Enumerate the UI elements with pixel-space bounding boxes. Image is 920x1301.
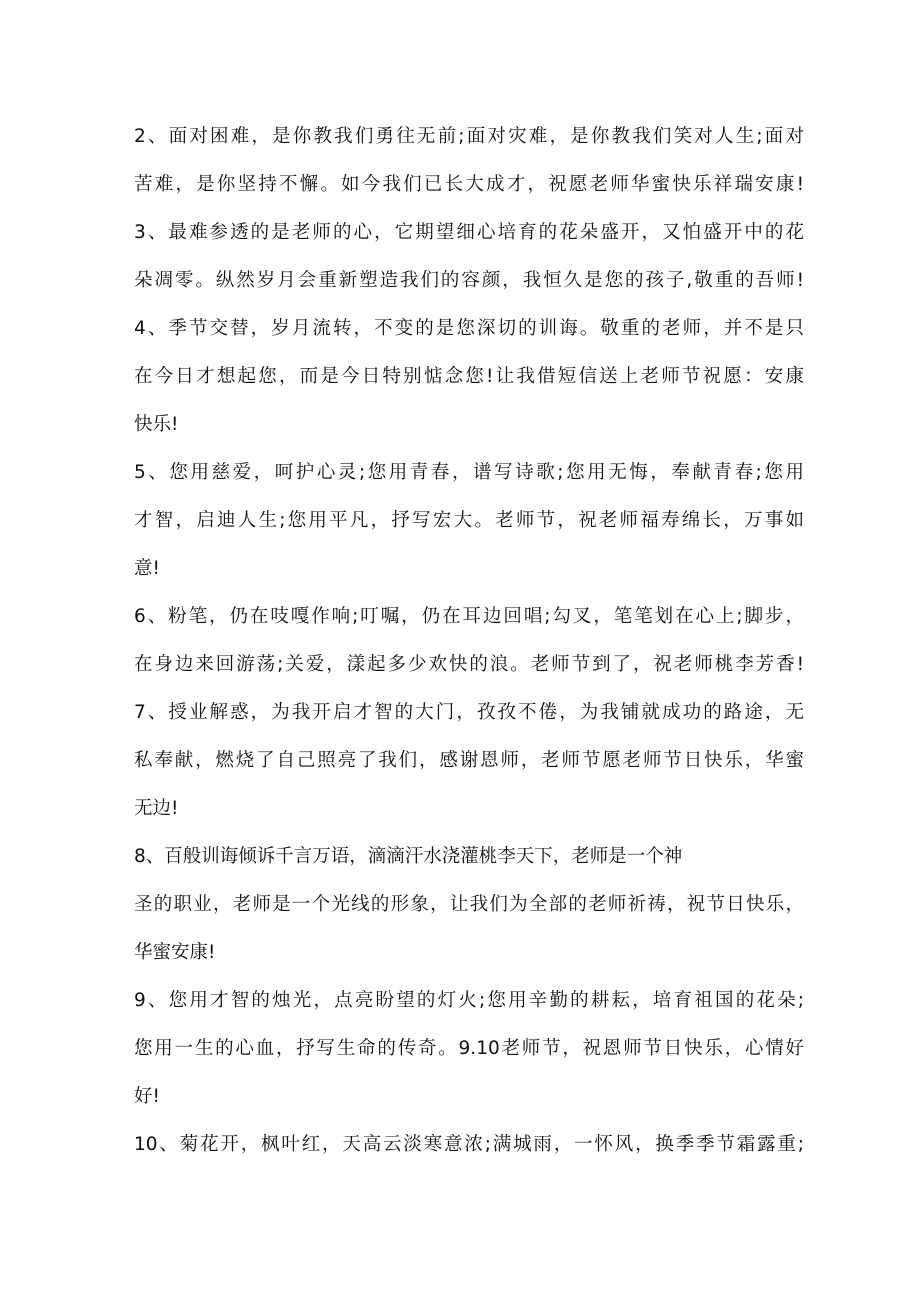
text-line: 9、您用才智的烛光，点亮盼望的灯火;您用辛勤的耕耘，培育祖国的花朵;: [134, 990, 804, 1011]
text-line: 在今日才想起您，而是今日特别惦念您!让我借短信送上老师节祝愿：安康: [134, 366, 804, 387]
text-line: 5、您用慈爱，呵护心灵;您用青春，谱写诗歌;您用无悔，奉献青春;您用: [134, 462, 804, 483]
text-line: 才智，启迪人生;您用平凡，抒写宏大。老师节，祝老师福寿绵长，万事如: [134, 510, 804, 531]
text-line: 意!: [134, 558, 160, 579]
text-line: 圣的职业，老师是一个光线的形象，让我们为全部的老师祈祷，祝节日快乐，: [134, 894, 804, 915]
text-line: 您用一生的心血，抒写生命的传奇。9.10老师节，祝恩师节日快乐，心情好: [134, 1038, 804, 1059]
text-line: 4、季节交替，岁月流转，不变的是您深切的训诲。敬重的老师，并不是只: [134, 318, 804, 339]
text-line: 3、最难参透的是老师的心，它期望细心培育的花朵盛开，又怕盛开中的花: [134, 222, 804, 243]
text-line: 苦难，是你坚持不懈。如今我们已长大成才，祝愿老师华蜜快乐祥瑞安康!: [134, 174, 804, 195]
text-line: 快乐!: [134, 414, 179, 435]
text-line: 无边!: [134, 798, 179, 819]
text-line: 华蜜安康!: [134, 942, 216, 963]
text-line: 6、粉笔，仍在吱嘎作响;叮嘱，仍在耳边回唱;勾叉，笔笔划在心上;脚步，: [134, 606, 804, 627]
text-line: 私奉献，燃烧了自己照亮了我们，感谢恩师，老师节愿老师节日快乐，华蜜: [134, 750, 804, 771]
text-line: 好!: [134, 1086, 160, 1107]
text-line: 8、百般训诲倾诉千言万语，滴滴汗水浇灌桃李天下，老师是一个神: [134, 846, 683, 867]
text-line: 2、面对困难，是你教我们勇往无前;面对灾难，是你教我们笑对人生;面对: [134, 126, 804, 147]
document-body: [134, 113, 804, 1169]
text-line: 在身边来回游荡;关爱，漾起多少欢快的浪。老师节到了，祝老师桃李芳香!: [134, 654, 804, 675]
text-line: 10、菊花开，枫叶红，天高云淡寒意浓;满城雨，一怀风，换季季节霜露重;: [134, 1134, 804, 1155]
text-line: 7、授业解惑，为我开启才智的大门，孜孜不倦，为我铺就成功的路途，无: [134, 702, 804, 723]
text-line: 朵凋零。纵然岁月会重新塑造我们的容颜，我恒久是您的孩子,敬重的吾师!: [134, 270, 804, 291]
